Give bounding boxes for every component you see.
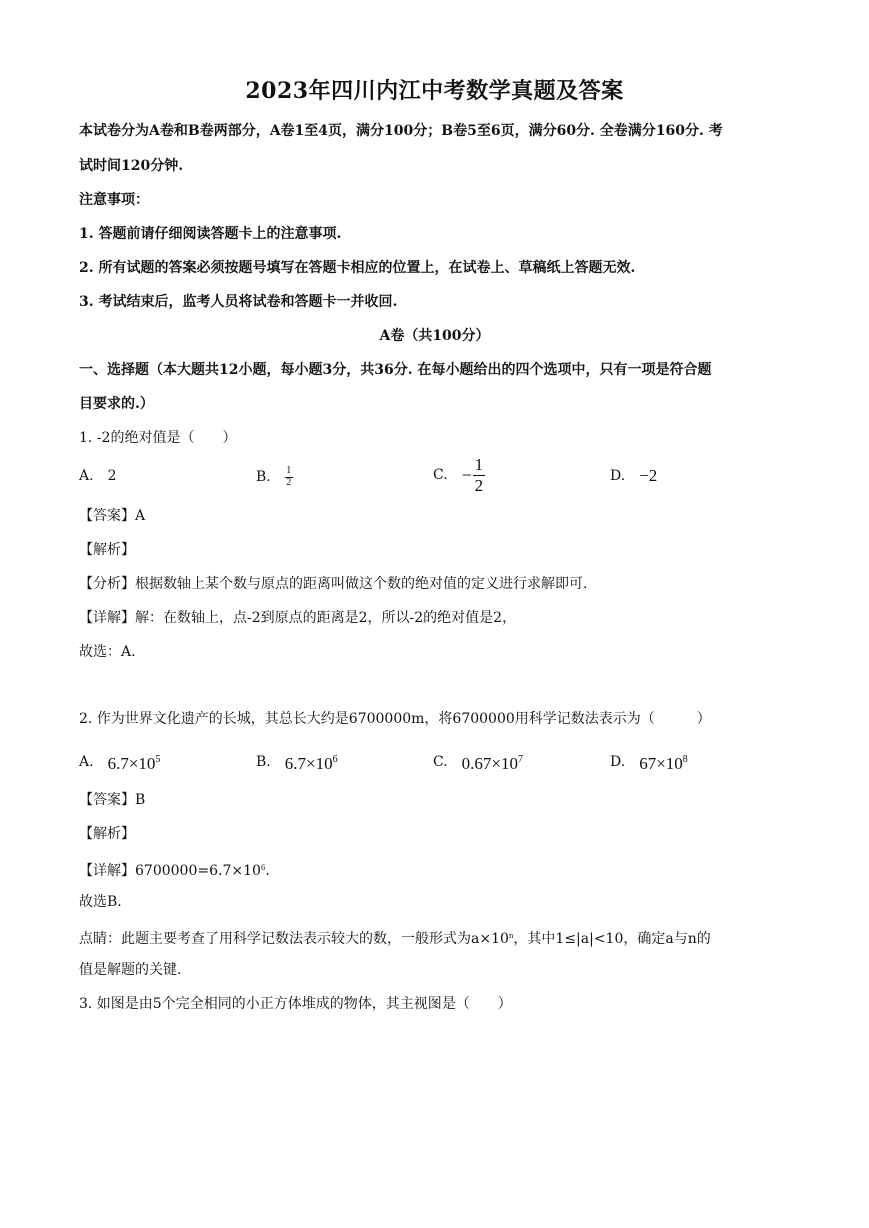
q1-option-c — [433, 456, 485, 495]
q2-option-b-base: 6.7×10 — [284, 754, 333, 773]
q2-option-c — [433, 750, 523, 774]
notice-heading: 注意事项： — [79, 192, 149, 208]
q2-option-a-label: A. — [79, 754, 94, 770]
q2-option-a-base: 6.7×10 — [107, 754, 156, 773]
q1-option-c-sign: − — [461, 465, 472, 486]
q2-stem: 2. 作为世界文化遗产的长城，其总长大约是6700000m，将6700000用科学记数法表示为（ ） — [79, 711, 711, 727]
q2-option-b — [256, 750, 338, 774]
q2-option-b-value — [285, 750, 338, 774]
q2-comment-rest: ，其中1≤|a|<10，确定a与n的 — [513, 931, 711, 947]
q2-option-d-base: 67×10 — [639, 754, 683, 773]
q3-stem: 3. 如图是由5个完全相同的小正方体堆成的物体，其主视图是（ ） — [79, 996, 512, 1012]
q1-option-c-numerator: 1 — [474, 455, 484, 474]
q1-option-b-label: B. — [256, 469, 271, 485]
q1-option-b — [256, 466, 293, 488]
section-a-heading: A卷（共100分） — [379, 328, 490, 344]
intro-line-1: 本试卷分为A卷和B卷两部分，A卷1至4页，满分100分；B卷5至6页，满分60分. 全卷满分160分. 考 — [79, 123, 723, 139]
q2-comment-text: 点睛：此题主要考查了用科学记数法表示较大的数，一般形式为a×10 — [79, 931, 509, 947]
q2-detail — [79, 858, 790, 881]
q2-choose: 故选B. — [79, 894, 122, 910]
q1-option-a-label: A. — [79, 468, 94, 484]
q1-option-a — [79, 466, 116, 486]
q1-analysis: 【解析】 — [79, 542, 135, 558]
q1-option-c-label: C. — [433, 467, 448, 484]
intro-line-2: 试时间120分钟. — [79, 158, 184, 174]
q1-option-b-denominator: 2 — [286, 476, 292, 488]
q2-analysis: 【解析】 — [79, 826, 135, 842]
q1-option-d-value: −2 — [639, 466, 658, 485]
q1-option-d — [610, 466, 657, 486]
q1-option-b-fraction — [285, 466, 293, 488]
q1-option-c-fraction — [473, 456, 485, 495]
q2-option-c-exponent: 7 — [518, 754, 524, 765]
q1-option-a-value: 2 — [107, 468, 117, 484]
q1-option-c-denominator: 2 — [474, 475, 484, 495]
q2-detail-text: 【详解】6700000=6.7×10 — [79, 863, 261, 879]
q2-detail-end: . — [265, 863, 270, 879]
q1-option-d-label: D. — [610, 468, 626, 484]
q2-comment-exponent: n — [508, 932, 514, 940]
q2-detail-exponent: 6 — [260, 864, 266, 872]
part1-instruction-line-2: 目要求的.） — [79, 396, 154, 412]
q2-option-c-label: C. — [433, 754, 448, 770]
q2-option-d-label: D. — [610, 754, 626, 770]
q1-fenxi: 【分析】根据数轴上某个数与原点的距离叫做这个数的绝对值的定义进行求解即可. — [79, 576, 588, 592]
q2-option-d — [610, 750, 688, 774]
notice-item-1: 1. 答题前请仔细阅读答题卡上的注意事项. — [79, 226, 342, 242]
q2-comment-line-2: 值是解题的关键. — [79, 962, 182, 978]
q2-option-d-value — [639, 750, 688, 774]
q2-option-c-base: 0.67×10 — [461, 754, 519, 773]
q2-answer: 【答案】B — [79, 792, 146, 808]
notice-item-2: 2. 所有试题的答案必须按题号填写在答题卡相应的位置上，在试卷上、草稿纸上答题无效. — [79, 260, 636, 276]
q1-option-b-numerator: 1 — [286, 465, 292, 476]
notice-item-3: 3. 考试结束后，监考人员将试卷和答题卡一并收回. — [79, 294, 398, 310]
q1-choose: 故选：A. — [79, 644, 136, 660]
part1-instruction-line-1: 一、选择题（本大题共12小题，每小题3分，共36分. 在每小题给出的四个选项中，只有一项是符合题 — [79, 362, 712, 378]
q1-answer: 【答案】A — [79, 508, 146, 524]
q2-option-a-value — [108, 750, 161, 774]
q2-option-c-value — [462, 750, 523, 774]
page-title: 2023年四川内江中考数学真题及答案 — [245, 78, 624, 104]
q2-option-b-label: B. — [256, 754, 271, 770]
q1-stem: 1. -2的绝对值是（ ） — [79, 430, 237, 446]
q2-option-d-exponent: 8 — [682, 754, 688, 765]
q2-option-b-exponent: 6 — [332, 754, 338, 765]
q1-detail: 【详解】解：在数轴上，点-2到原点的距离是2，所以-2的绝对值是2， — [79, 610, 517, 626]
q2-option-a — [79, 750, 160, 774]
q2-option-a-exponent: 5 — [155, 754, 161, 765]
q2-comment-line-1 — [79, 926, 790, 949]
